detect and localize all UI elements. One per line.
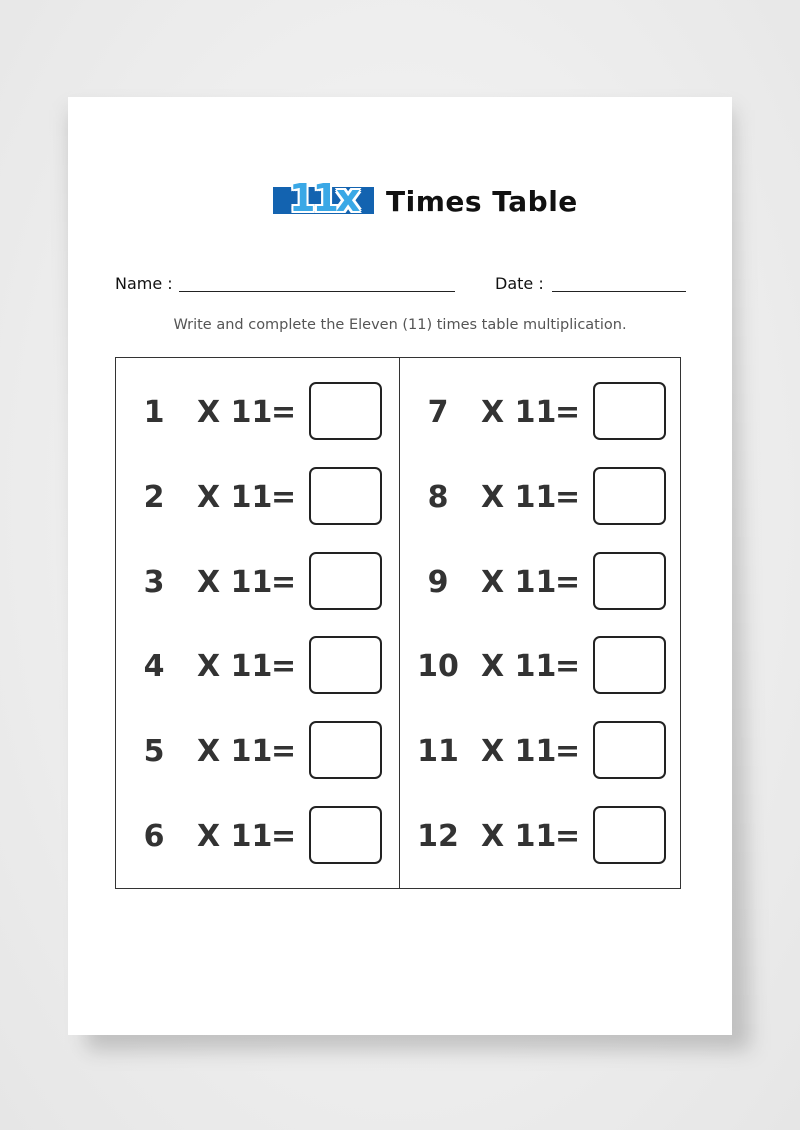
problem-row — [129, 552, 389, 614]
equals-sign: = — [271, 480, 297, 515]
answer-box[interactable] — [593, 721, 666, 779]
multiplication-grid — [115, 357, 681, 889]
answer-box[interactable] — [593, 467, 666, 525]
date-label: Date : — [495, 274, 544, 293]
problem-number: 3 — [143, 565, 165, 600]
equals-sign: = — [271, 734, 297, 769]
problem-row — [129, 721, 389, 783]
answer-box[interactable] — [593, 552, 666, 610]
problem-number: 8 — [427, 480, 449, 515]
problem-row — [129, 636, 389, 698]
eleven-x-logo — [273, 176, 374, 220]
equals-sign: = — [555, 734, 581, 769]
multiplier-text: X 11 — [481, 819, 557, 854]
problem-number: 2 — [143, 480, 165, 515]
equals-sign: = — [555, 819, 581, 854]
instructions-text: Write and complete the Eleven (11) times table multiplication. — [173, 317, 627, 333]
multiplier-text: X 11 — [197, 819, 273, 854]
multiplier-text: X 11 — [481, 734, 557, 769]
equals-sign: = — [271, 395, 297, 430]
answer-box[interactable] — [309, 552, 382, 610]
problem-number: 10 — [417, 649, 459, 684]
multiplier-text: X 11 — [481, 480, 557, 515]
problem-number: 9 — [427, 565, 449, 600]
problem-row — [129, 382, 389, 444]
multiplier-text: X 11 — [481, 565, 557, 600]
multiplier-text: X 11 — [481, 395, 557, 430]
answer-box[interactable] — [309, 721, 382, 779]
equals-sign: = — [555, 480, 581, 515]
answer-box[interactable] — [593, 636, 666, 694]
equals-sign: = — [555, 649, 581, 684]
equals-sign: = — [271, 565, 297, 600]
problem-row — [413, 467, 673, 529]
problem-row — [413, 806, 673, 868]
equals-sign: = — [271, 819, 297, 854]
answer-box[interactable] — [309, 382, 382, 440]
problem-row — [413, 382, 673, 444]
problem-row — [413, 721, 673, 783]
problem-number: 4 — [143, 649, 165, 684]
problem-row — [413, 552, 673, 614]
equals-sign: = — [271, 649, 297, 684]
equals-sign: = — [555, 565, 581, 600]
multiplier-text: X 11 — [197, 734, 273, 769]
problem-number: 5 — [143, 734, 165, 769]
problem-number: 7 — [427, 395, 449, 430]
problem-number: 6 — [143, 819, 165, 854]
name-field[interactable] — [179, 291, 455, 292]
problem-number: 1 — [143, 395, 165, 430]
multiplier-text: X 11 — [197, 395, 273, 430]
problem-row — [129, 467, 389, 529]
worksheet-page — [68, 97, 732, 1035]
equals-sign: = — [555, 395, 581, 430]
multiplier-text: X 11 — [197, 649, 273, 684]
problem-number: 11 — [417, 734, 459, 769]
logo-text: 11x — [289, 176, 358, 220]
answer-box[interactable] — [593, 382, 666, 440]
column-divider — [399, 358, 400, 888]
page-title: Times Table — [386, 185, 578, 218]
answer-box[interactable] — [309, 636, 382, 694]
problem-row — [129, 806, 389, 868]
answer-box[interactable] — [309, 806, 382, 864]
problem-number: 12 — [417, 819, 459, 854]
date-field[interactable] — [552, 291, 686, 292]
multiplier-text: X 11 — [481, 649, 557, 684]
multiplier-text: X 11 — [197, 480, 273, 515]
name-label: Name : — [115, 274, 173, 293]
answer-box[interactable] — [309, 467, 382, 525]
multiplier-text: X 11 — [197, 565, 273, 600]
problem-row — [413, 636, 673, 698]
answer-box[interactable] — [593, 806, 666, 864]
